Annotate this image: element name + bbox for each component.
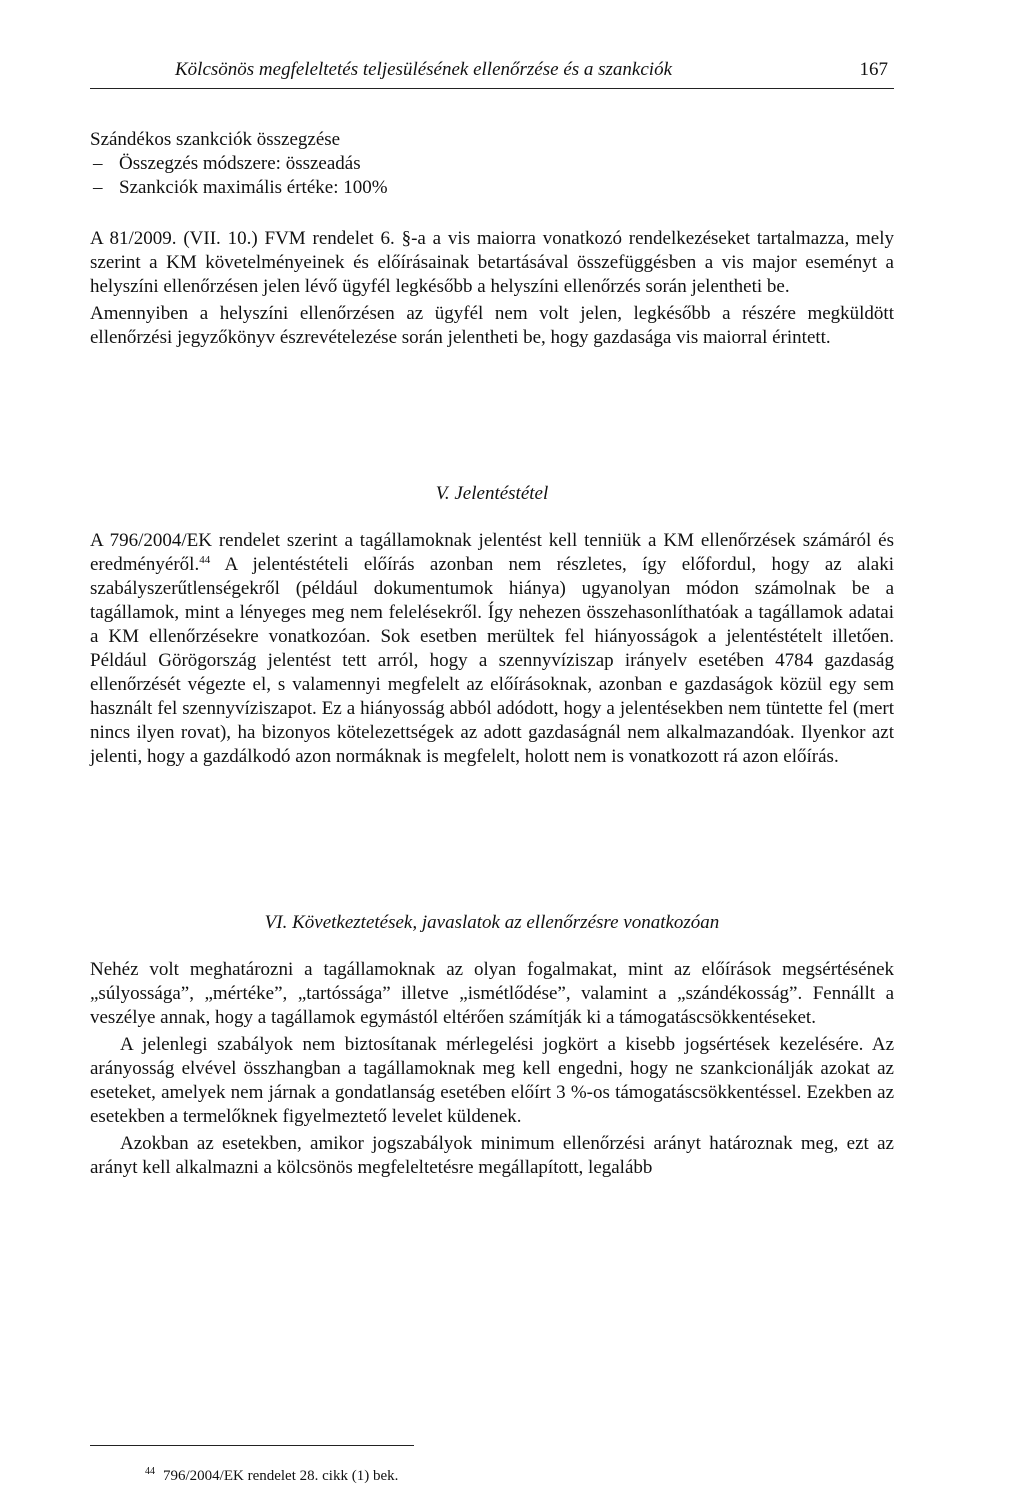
section-title-conclusions: VI. Következtetések, javaslatok az ellenőrzésre vonatkozóan: [264, 912, 720, 933]
list-item: – Összegzés módszere: összeadás: [93, 153, 361, 174]
section-reporting-body: [90, 529, 894, 769]
dash-bullet: –: [93, 153, 103, 174]
paragraph: Amennyiben a helyszíni ellenőrzésen az ügyfél nem volt jelen, legkésőbb a részére megküldött ellenőrzési jegyzőkönyv észrevételezése során jelentheti be, hogy gazdasága vis maiorral érintett.: [90, 303, 894, 348]
section-conclusions-body: [90, 958, 894, 1180]
footnote-reference[interactable]: 44: [199, 554, 211, 566]
summary-heading: Szándékos szankciók összegzése: [90, 129, 341, 150]
list-item: – Szankciók maximális értéke: 100%: [93, 177, 388, 198]
dash-bullet: –: [93, 177, 103, 198]
footnote-mark: 44: [145, 1466, 155, 1477]
paragraph: Nehéz volt meghatározni a tagállamoknak az olyan fogalmakat, mint az előírások megsértésének „súlyossága”, „mértéke”, „tartóssága” illetve „ismétlődése”, valamint a „szándékosság”. Fennállt a veszélye annak, hogy a tagállamok egymástól eltérően számítják ki a támogatáscsökkentéseket.: [90, 959, 894, 1028]
paragraph: A 796/2004/EK rendelet szerint a tagállamoknak jelentést kell tenniük a KM ellenőrzések számáról és eredményéről.$^{44}$ A jelentéstételi előírás azonban nem részletes, így előfordul, hogy az alaki szabályszerűtlenségekről (például dokumentumok hiánya) ugyanolyan módon számolnak be a tagállamok, mint a lényeges meg nem felelésekről. Így nehezen összehasonlíthatóak a tagállamok adatai a KM ellenőrzésekre vonatkozóan. Sok esetben merültek fel hiányosságok a jelentéstételt illetően. Például Görögország jelentést tett arról, hogy a szennyvíziszap irányelv esetében 4784 gazdaság ellenőrzését végezte el, s valamennyi megfelelt az előírásoknak, azonban e gazdaságok közül egy sem használt fel szennyvíziszapot. Ez a hiányosság abból adódott, hogy a jelentésekben nem tüntette fel (mert nincs ilyen rovat), ha bizonyos kötelezettségek az adott gazdaságnál nem alkalmazandóak. Ilyenkor azt jelenti, hogy a gazdálkodó azon normáknak is megfelelt, holott nem is vonatkozott rá azon előírás.: [90, 530, 894, 767]
running-header: [90, 58, 894, 89]
section-title-reporting: V. Jelentéstétel: [435, 483, 549, 504]
paragraph: Azokban az esetekben, amikor jogszabályok minimum ellenőrzési arányt határoznak meg, ezt az arányt kell alkalmazni a kölcsönös megfeleltetésre megállapított, legalább: [90, 1133, 894, 1178]
summary-list: [90, 152, 894, 200]
paragraph: A jelenlegi szabályok nem biztosítanak mérlegelési jogkört a kisebb jogsértések kezelésére. Az arányosság elvével összhangban a tagállamoknak meg kell engedni, hogy ne szankcionálják azokat az eseteket, amelyek nem járnak a gondatlanság esetében előírt 3 %-os támogatáscsökkentéssel. Ezekben az esetekben a termelőknek figyelmeztető levelet küldenek.: [90, 1034, 894, 1127]
paragraph: A 81/2009. (VII. 10.) FVM rendelet 6. §-a a vis maiorra vonatkozó rendelkezéseket tartalmazza, mely szerint a KM követelményeinek és előírásainak betartásával összefüggésben a vis major eseményt a helyszíni ellenőrzésen jelen lévő ügyfél legkésőbb a helyszíni ellenőrzés során jelentheti be.: [90, 228, 894, 297]
decree-text: [90, 227, 894, 350]
footnote-divider: [90, 1445, 414, 1446]
sanction-summary: [90, 128, 894, 200]
footnote: [145, 1462, 398, 1486]
running-title: Kölcsönös megfeleltetés teljesülésének ellenőrzése és a szankciók: [175, 59, 673, 80]
footnote-text: 796/2004/EK rendelet 28. cikk (1) bek.: [163, 1468, 399, 1484]
page-number: 167: [859, 59, 888, 80]
